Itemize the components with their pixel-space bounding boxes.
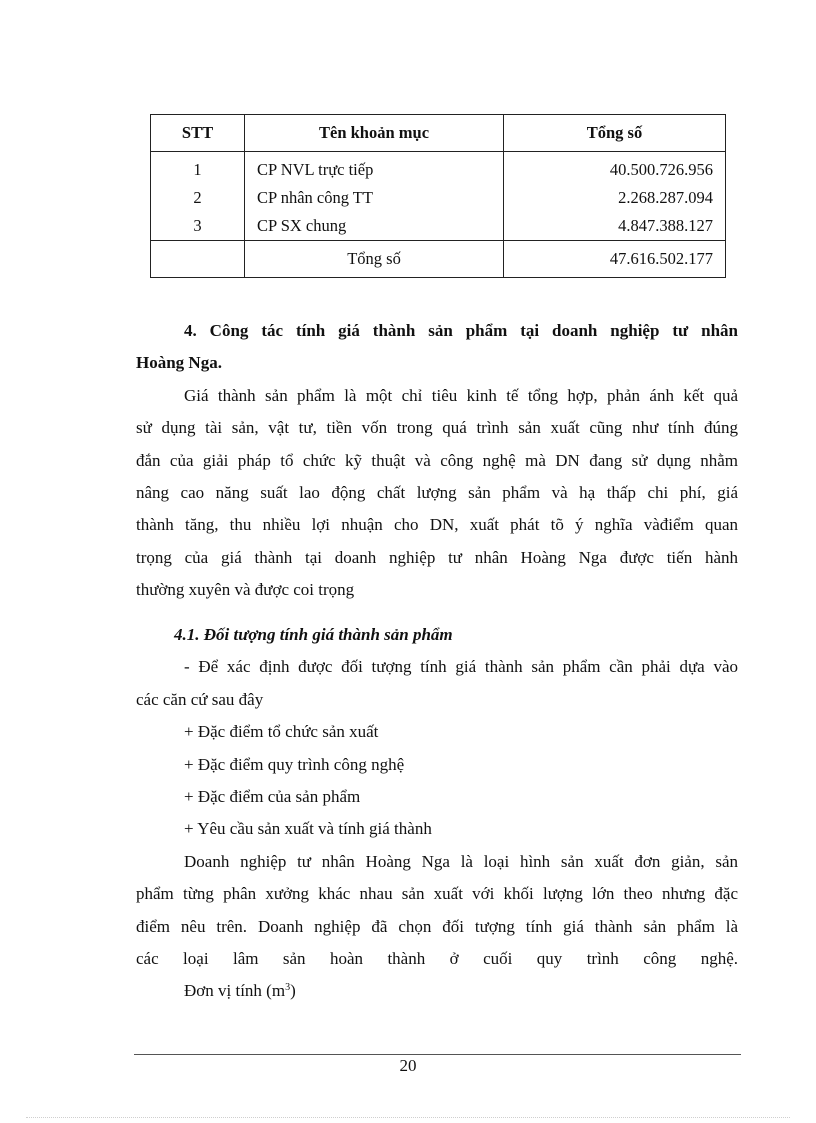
header-item-name: Tên khoản mục [245,115,504,152]
bullet-item: + Đặc điểm quy trình công nghệ [184,754,405,774]
page-number: 20 [399,1056,417,1075]
row-total: 4.847.388.127 [504,212,726,241]
unit-close: ) [290,981,296,1001]
total-row-label: Tổng số [245,241,504,278]
row-stt: 3 [151,212,245,241]
table-header-row [151,115,726,152]
paragraph-line: thường xuyên và được coi trọng [136,580,355,600]
section-4-1 [136,619,738,1008]
paragraph-line: điểm nêu trên. Doanh nghiệp đã chọn đối tượng tính giá thành sản phẩm là [136,916,738,936]
table-row [151,184,726,212]
total-row-value: 47.616.502.177 [504,241,726,278]
header-stt: STT [151,115,245,152]
table-row [151,212,726,241]
total-row-empty-cell [151,241,245,278]
paragraph-line: nâng cao năng suất lao động chất lượng sản phẩm và hạ thấp chi phí, giá [136,483,738,503]
page-bottom-dotted-line [26,1117,790,1118]
unit-superscript: 3 [285,982,291,994]
footer-divider [134,1054,741,1055]
bullet-item: + Đặc điểm của sản phẩm [184,787,361,807]
unit-line [136,975,738,1007]
row-total: 2.268.287.094 [504,184,726,212]
section-4-heading-line-1: 4. Công tác tính giá thành sản phẩm tại doanh nghiệp tư nhân [184,321,738,340]
paragraph-line: Giá thành sản phẩm là một chỉ tiêu kinh tế tổng hợp, phản ánh kết quả [184,385,738,405]
paragraph-line: Doanh nghiệp tư nhân Hoàng Nga là loại hình sản xuất đơn giản, sản [184,851,738,871]
row-item-name: CP NVL trực tiếp [245,152,504,185]
row-item-name: CP nhân công TT [245,184,504,212]
row-stt: 1 [151,152,245,185]
table-total-row [151,241,726,278]
paragraph-line: sử dụng tài sản, vật tư, tiền vốn trong quá trình sản xuất cũng như tính đúng [136,418,738,438]
paragraph-line: trọng của giá thành tại doanh nghiệp tư nhân Hoàng Nga được tiến hành [136,547,738,567]
row-item-name: CP SX chung [245,212,504,241]
section-4-1-title: 4.1. Đối tượng tính giá thành sản phẩm [174,625,453,644]
cost-table [150,114,726,278]
paragraph-line: đắn của giải pháp tổ chức kỹ thuật và công nghệ mà DN đang sử dụng nhằm [136,450,738,470]
bullet-item: + Yêu cầu sản xuất và tính giá thành [184,819,432,839]
unit-label: Đơn vị tính (m [184,981,286,1001]
paragraph-line: thành tăng, thu nhiều lợi nhuận cho DN, xuất phát tõ ý nghĩa vàđiểm quan [136,515,738,535]
table-row [151,152,726,185]
header-total: Tổng số [504,115,726,152]
row-stt: 2 [151,184,245,212]
intro-line-1: - Để xác định được đối tượng tính giá thành sản phẩm cần phải dựa vào [184,657,738,677]
bullet-item: + Đặc điểm tổ chức sản xuất [184,722,379,742]
intro-line-2: các căn cứ sau đây [136,689,264,709]
row-total: 40.500.726.956 [504,152,726,185]
section-4 [136,315,738,607]
paragraph-line: các loại lâm sản hoàn thành ở cuối quy trình công nghệ. [136,949,738,969]
section-4-heading-line-2: Hoàng Nga. [136,353,222,373]
paragraph-line: phẩm từng phân xưởng khác nhau sản xuất với khối lượng lớn theo nhưng đặc [136,884,738,904]
